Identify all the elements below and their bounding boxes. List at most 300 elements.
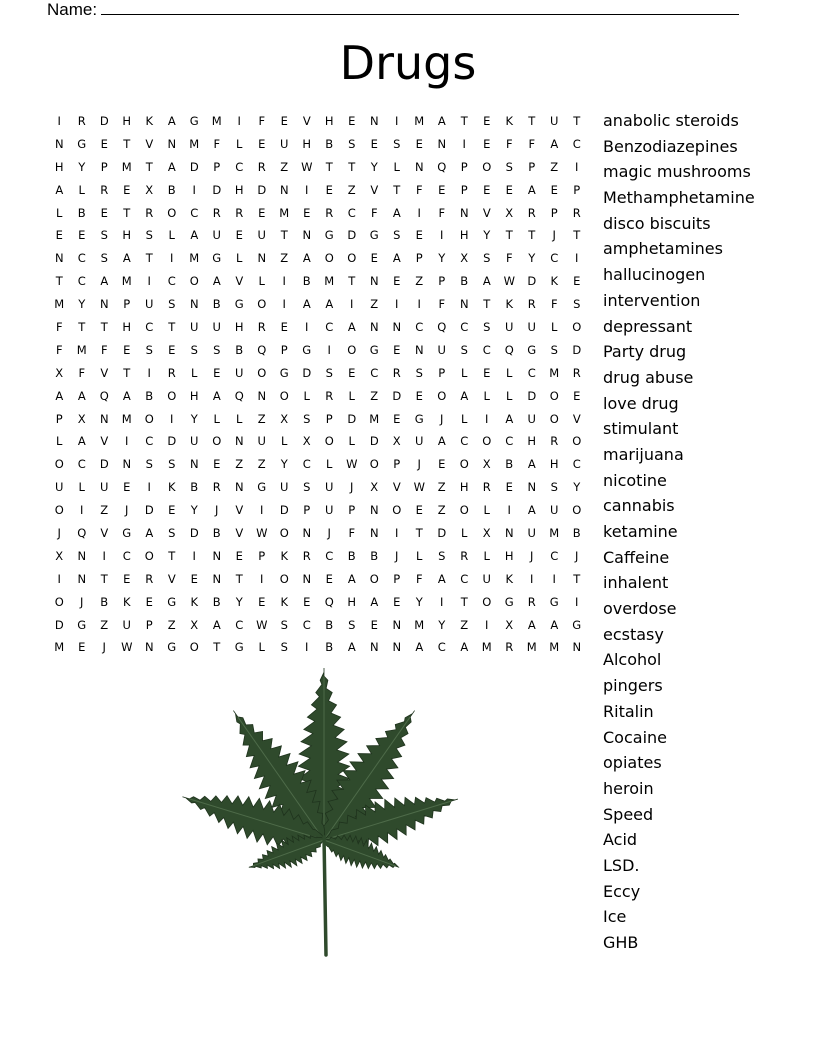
grid-letter: G: [167, 594, 177, 609]
grid-letter: B: [325, 640, 334, 655]
grid-letter: A: [55, 388, 64, 403]
grid-letter: T: [573, 228, 581, 243]
grid-letter: W: [413, 480, 425, 495]
grid-letter: H: [54, 159, 64, 174]
grid-letter: Z: [370, 297, 379, 312]
grid-letter: N: [257, 388, 267, 403]
grid-letter: V: [235, 526, 244, 541]
grid-letter: J: [57, 526, 61, 541]
grid-letter: N: [54, 136, 64, 151]
grid-letter: E: [190, 571, 198, 586]
grid-letter: X: [505, 617, 514, 632]
grid-letter: S: [168, 297, 176, 312]
grid-letter: N: [572, 640, 582, 655]
grid-letter: I: [57, 114, 61, 128]
grid-letter: O: [144, 411, 154, 426]
grid-letter: C: [437, 640, 446, 655]
grid-letter: E: [123, 182, 131, 197]
grid-letter: Z: [437, 503, 446, 518]
grid-letter: R: [460, 548, 469, 563]
word-list-item: marijuana: [603, 444, 684, 464]
grid-letter: H: [324, 114, 334, 128]
grid-letter: G: [189, 114, 199, 128]
grid-letter: A: [527, 182, 536, 197]
grid-letter: G: [369, 342, 379, 357]
grid-letter: U: [527, 411, 536, 426]
grid-letter: F: [258, 114, 266, 128]
grid-letter: K: [505, 297, 514, 312]
word-list-item: pingers: [603, 676, 663, 696]
grid-letter: U: [100, 480, 109, 495]
grid-letter: D: [392, 388, 402, 403]
grid-letter: N: [54, 251, 64, 266]
grid-letter: U: [550, 114, 559, 128]
grid-letter: E: [213, 457, 221, 472]
grid-letter: D: [167, 434, 177, 449]
grid-letter: D: [369, 434, 379, 449]
grid-letter: I: [260, 503, 264, 518]
grid-letter: E: [100, 136, 108, 151]
grid-letter: I: [305, 320, 309, 335]
grid-letter: E: [370, 617, 378, 632]
grid-letter: A: [550, 617, 559, 632]
grid-row: [48, 476, 588, 499]
grid-letter: A: [527, 503, 536, 518]
grid-row: [48, 293, 588, 316]
grid-letter: N: [369, 274, 379, 289]
grid-letter: C: [325, 548, 334, 563]
grid-letter: Q: [234, 388, 244, 403]
grid-letter: S: [393, 228, 401, 243]
word-list-item: drug abuse: [603, 367, 694, 387]
grid-letter: U: [212, 320, 221, 335]
grid-letter: T: [78, 320, 86, 335]
name-blank-line[interactable]: [101, 0, 739, 15]
grid-letter: K: [505, 571, 514, 586]
grid-letter: I: [507, 503, 511, 518]
grid-letter: I: [260, 571, 264, 586]
grid-letter: A: [347, 640, 356, 655]
grid-letter: L: [326, 457, 333, 472]
word-list-item: inhalent: [603, 573, 669, 593]
grid-letter: S: [483, 251, 491, 266]
grid-letter: M: [414, 617, 425, 632]
grid-letter: A: [460, 388, 469, 403]
grid-letter: S: [100, 251, 108, 266]
grid-letter: J: [80, 594, 84, 609]
grid-letter: A: [55, 182, 64, 197]
grid-letter: M: [54, 297, 65, 312]
grid-letter: J: [552, 228, 556, 243]
grid-letter: E: [280, 114, 288, 128]
word-list-item: nicotine: [603, 470, 667, 490]
grid-letter: F: [528, 136, 536, 151]
grid-letter: B: [190, 480, 199, 495]
grid-letter: V: [100, 365, 109, 380]
grid-letter: P: [550, 205, 558, 220]
grid-letter: Y: [78, 159, 86, 174]
word-list-item: Ice: [603, 907, 627, 927]
grid-letter: I: [395, 114, 399, 128]
grid-letter: W: [503, 274, 515, 289]
grid-letter: E: [505, 480, 513, 495]
grid-letter: S: [145, 228, 153, 243]
grid-letter: E: [483, 136, 491, 151]
word-list-item: Ritalin: [603, 701, 654, 721]
grid-letter: U: [325, 503, 334, 518]
grid-letter: N: [369, 114, 379, 128]
grid-letter: D: [527, 274, 537, 289]
grid-letter: P: [393, 457, 401, 472]
grid-letter: B: [77, 205, 86, 220]
grid-letter: R: [212, 480, 221, 495]
grid-letter: A: [550, 136, 559, 151]
grid-letter: G: [257, 480, 267, 495]
grid-letter: C: [302, 457, 311, 472]
grid-letter: D: [257, 182, 267, 197]
grid-letter: N: [234, 434, 244, 449]
grid-row: [48, 430, 588, 453]
grid-letter: X: [280, 411, 289, 426]
grid-letter: H: [504, 548, 514, 563]
grid-letter: B: [347, 548, 356, 563]
grid-letter: E: [280, 320, 288, 335]
grid-row: [48, 362, 588, 385]
grid-letter: L: [258, 274, 265, 289]
grid-letter: A: [212, 274, 221, 289]
grid-letter: A: [370, 594, 379, 609]
grid-letter: E: [483, 365, 491, 380]
grid-letter: D: [144, 503, 154, 518]
grid-letter: O: [54, 503, 64, 518]
grid-letter: B: [325, 136, 334, 151]
grid-letter: L: [258, 640, 265, 655]
grid-letter: S: [145, 457, 153, 472]
grid-letter: R: [505, 640, 514, 655]
grid-letter: Z: [280, 159, 289, 174]
grid-letter: R: [77, 114, 86, 128]
grid-letter: A: [100, 274, 109, 289]
grid-letter: T: [123, 205, 131, 220]
grid-letter: E: [348, 114, 356, 128]
grid-letter: M: [76, 342, 87, 357]
grid-letter: S: [280, 640, 288, 655]
grid-letter: N: [414, 342, 424, 357]
grid-letter: I: [395, 526, 399, 541]
grid-letter: X: [460, 251, 469, 266]
grid-letter: N: [459, 205, 469, 220]
grid-letter: A: [437, 571, 446, 586]
grid-row: [48, 270, 588, 293]
grid-letter: M: [526, 640, 537, 655]
grid-letter: S: [550, 480, 558, 495]
grid-letter: B: [572, 526, 581, 541]
grid-letter: T: [123, 365, 131, 380]
grid-letter: X: [302, 434, 311, 449]
grid-letter: H: [347, 594, 357, 609]
grid-letter: N: [392, 640, 402, 655]
grid-letter: E: [438, 182, 446, 197]
grid-letter: O: [189, 274, 199, 289]
grid-letter: O: [392, 503, 402, 518]
grid-letter: R: [325, 388, 334, 403]
grid-row: [48, 247, 588, 270]
grid-letter: U: [505, 320, 514, 335]
grid-letter: I: [327, 342, 331, 357]
grid-letter: N: [99, 411, 109, 426]
grid-letter: C: [527, 365, 536, 380]
grid-letter: V: [235, 274, 244, 289]
grid-letter: Z: [347, 182, 356, 197]
grid-letter: E: [168, 503, 176, 518]
grid-letter: A: [392, 251, 401, 266]
grid-row: [48, 545, 588, 568]
grid-letter: C: [235, 159, 244, 174]
word-list-item: overdose: [603, 599, 677, 619]
grid-letter: K: [190, 594, 199, 609]
grid-letter: B: [460, 274, 469, 289]
grid-letter: T: [280, 228, 288, 243]
grid-letter: O: [279, 526, 289, 541]
grid-letter: B: [325, 617, 334, 632]
grid-letter: J: [215, 503, 219, 518]
grid-letter: Y: [438, 617, 446, 632]
grid-letter: O: [167, 388, 177, 403]
grid-letter: S: [303, 411, 311, 426]
grid-letter: T: [505, 228, 513, 243]
grid-letter: D: [99, 457, 109, 472]
grid-row: [48, 385, 588, 408]
grid-letter: V: [235, 503, 244, 518]
grid-letter: E: [393, 274, 401, 289]
grid-letter: T: [415, 526, 423, 541]
grid-letter: V: [482, 205, 491, 220]
grid-letter: L: [236, 411, 243, 426]
grid-row: [48, 316, 588, 339]
grid-letter: T: [168, 548, 176, 563]
grid-letter: N: [189, 297, 199, 312]
grid-letter: J: [575, 548, 579, 563]
grid-letter: O: [144, 548, 154, 563]
grid-letter: M: [549, 640, 560, 655]
grid-letter: O: [189, 640, 199, 655]
grid-letter: J: [395, 548, 399, 563]
grid-letter: A: [527, 617, 536, 632]
grid-letter: H: [189, 388, 199, 403]
grid-letter: U: [257, 434, 266, 449]
word-list-item: heroin: [603, 778, 654, 798]
grid-letter: M: [121, 159, 132, 174]
grid-letter: O: [482, 434, 492, 449]
grid-letter: C: [77, 457, 86, 472]
grid-letter: S: [348, 617, 356, 632]
grid-letter: U: [415, 434, 424, 449]
grid-letter: U: [482, 571, 491, 586]
grid-letter: D: [347, 228, 357, 243]
grid-letter: L: [281, 434, 288, 449]
grid-letter: Q: [504, 342, 514, 357]
grid-letter: J: [125, 503, 129, 518]
grid-letter: Z: [235, 457, 244, 472]
grid-row: [48, 499, 588, 522]
word-list-item: Caffeine: [603, 547, 670, 567]
grid-letter: T: [145, 251, 153, 266]
grid-letter: D: [54, 617, 64, 632]
grid-letter: R: [572, 205, 581, 220]
grid-letter: O: [324, 251, 334, 266]
grid-letter: T: [573, 571, 581, 586]
grid-letter: O: [257, 365, 267, 380]
name-label: Name:: [47, 0, 98, 19]
grid-letter: B: [167, 182, 176, 197]
grid-letter: R: [482, 480, 491, 495]
grid-letter: A: [527, 457, 536, 472]
grid-letter: I: [575, 251, 579, 266]
grid-letter: O: [54, 594, 64, 609]
grid-letter: C: [460, 434, 469, 449]
grid-letter: E: [55, 228, 63, 243]
grid-letter: C: [235, 617, 244, 632]
grid-letter: R: [145, 571, 154, 586]
grid-letter: N: [212, 571, 222, 586]
word-list-item: disco biscuits: [603, 213, 711, 233]
grid-letter: I: [170, 251, 174, 266]
grid-letter: E: [168, 342, 176, 357]
grid-letter: O: [459, 457, 469, 472]
grid-letter: N: [302, 526, 312, 541]
grid-letter: V: [392, 480, 401, 495]
grid-letter: R: [325, 205, 334, 220]
grid-letter: P: [55, 411, 63, 426]
grid-letter: L: [506, 388, 513, 403]
grid-letter: Z: [460, 617, 469, 632]
word-list-item: stimulant: [603, 419, 679, 439]
grid-letter: E: [78, 228, 86, 243]
grid-letter: P: [325, 411, 333, 426]
grid-letter: N: [77, 571, 87, 586]
grid-letter: U: [190, 320, 199, 335]
grid-letter: P: [393, 571, 401, 586]
grid-letter: Z: [167, 617, 176, 632]
grid-letter: M: [211, 114, 222, 128]
word-list-item: anabolic steroids: [603, 111, 739, 130]
grid-letter: N: [279, 182, 289, 197]
grid-letter: N: [369, 320, 379, 335]
grid-row: [48, 339, 588, 362]
grid-letter: U: [280, 480, 289, 495]
word-list-item: Cocaine: [603, 727, 667, 747]
grid-letter: D: [99, 114, 109, 128]
grid-letter: G: [234, 297, 244, 312]
grid-letter: H: [459, 480, 469, 495]
grid-row: [48, 453, 588, 476]
grid-letter: T: [100, 571, 108, 586]
grid-letter: P: [100, 159, 108, 174]
grid-letter: N: [392, 617, 402, 632]
grid-letter: E: [123, 571, 131, 586]
grid-letter: R: [392, 365, 401, 380]
grid-letter: L: [461, 365, 468, 380]
grid-letter: O: [549, 388, 559, 403]
grid-letter: J: [530, 548, 534, 563]
grid-letter: F: [415, 571, 423, 586]
grid-letter: H: [302, 136, 312, 151]
grid-letter: V: [100, 434, 109, 449]
grid-letter: T: [528, 114, 536, 128]
grid-letter: A: [77, 388, 86, 403]
grid-letter: E: [370, 251, 378, 266]
grid-letter: G: [279, 365, 289, 380]
grid-letter: A: [167, 114, 176, 128]
word-list-item: hallucinogen: [603, 265, 706, 285]
grid-letter: L: [551, 320, 558, 335]
grid-letter: C: [145, 320, 154, 335]
grid-letter: E: [573, 388, 581, 403]
grid-letter: R: [167, 365, 176, 380]
grid-letter: T: [123, 136, 131, 151]
grid-letter: I: [440, 594, 444, 609]
grid-letter: C: [167, 274, 176, 289]
grid-letter: T: [325, 159, 333, 174]
grid-letter: M: [189, 251, 200, 266]
grid-letter: Z: [257, 457, 266, 472]
grid-letter: E: [505, 182, 513, 197]
grid-letter: F: [505, 251, 513, 266]
grid-letter: M: [369, 411, 380, 426]
grid-letter: S: [100, 228, 108, 243]
word-list-item: opiates: [603, 753, 662, 773]
grid-letter: S: [303, 480, 311, 495]
grid-row: [48, 179, 588, 202]
grid-letter: N: [392, 320, 402, 335]
grid-letter: E: [483, 182, 491, 197]
grid-letter: J: [440, 411, 444, 426]
grid-letter: S: [145, 342, 153, 357]
grid-letter: L: [78, 480, 85, 495]
grid-letter: U: [122, 617, 131, 632]
grid-letter: V: [302, 114, 311, 128]
grid-letter: I: [462, 136, 466, 151]
grid-row: [48, 591, 588, 614]
grid-letter: F: [78, 365, 86, 380]
grid-letter: O: [482, 594, 492, 609]
grid-letter: L: [348, 388, 355, 403]
grid-letter: L: [461, 411, 468, 426]
word-list-item: depressant: [603, 316, 693, 336]
grid-letter: A: [347, 320, 356, 335]
grid-letter: C: [550, 548, 559, 563]
grid-letter: O: [437, 388, 447, 403]
grid-letter: G: [572, 617, 582, 632]
grid-letter: K: [167, 480, 176, 495]
grid-letter: B: [235, 342, 244, 357]
grid-letter: N: [302, 571, 312, 586]
grid-letter: D: [189, 526, 199, 541]
grid-letter: E: [415, 228, 423, 243]
grid-letter: R: [527, 594, 536, 609]
grid-letter: I: [417, 205, 421, 220]
grid-letter: T: [348, 274, 356, 289]
grid-letter: G: [504, 594, 514, 609]
grid-letter: Q: [99, 388, 109, 403]
grid-letter: L: [78, 182, 85, 197]
grid-letter: A: [212, 617, 221, 632]
grid-letter: N: [437, 136, 447, 151]
grid-letter: I: [530, 571, 534, 586]
grid-letter: H: [234, 182, 244, 197]
grid-letter: M: [414, 114, 425, 128]
grid-letter: A: [460, 640, 469, 655]
